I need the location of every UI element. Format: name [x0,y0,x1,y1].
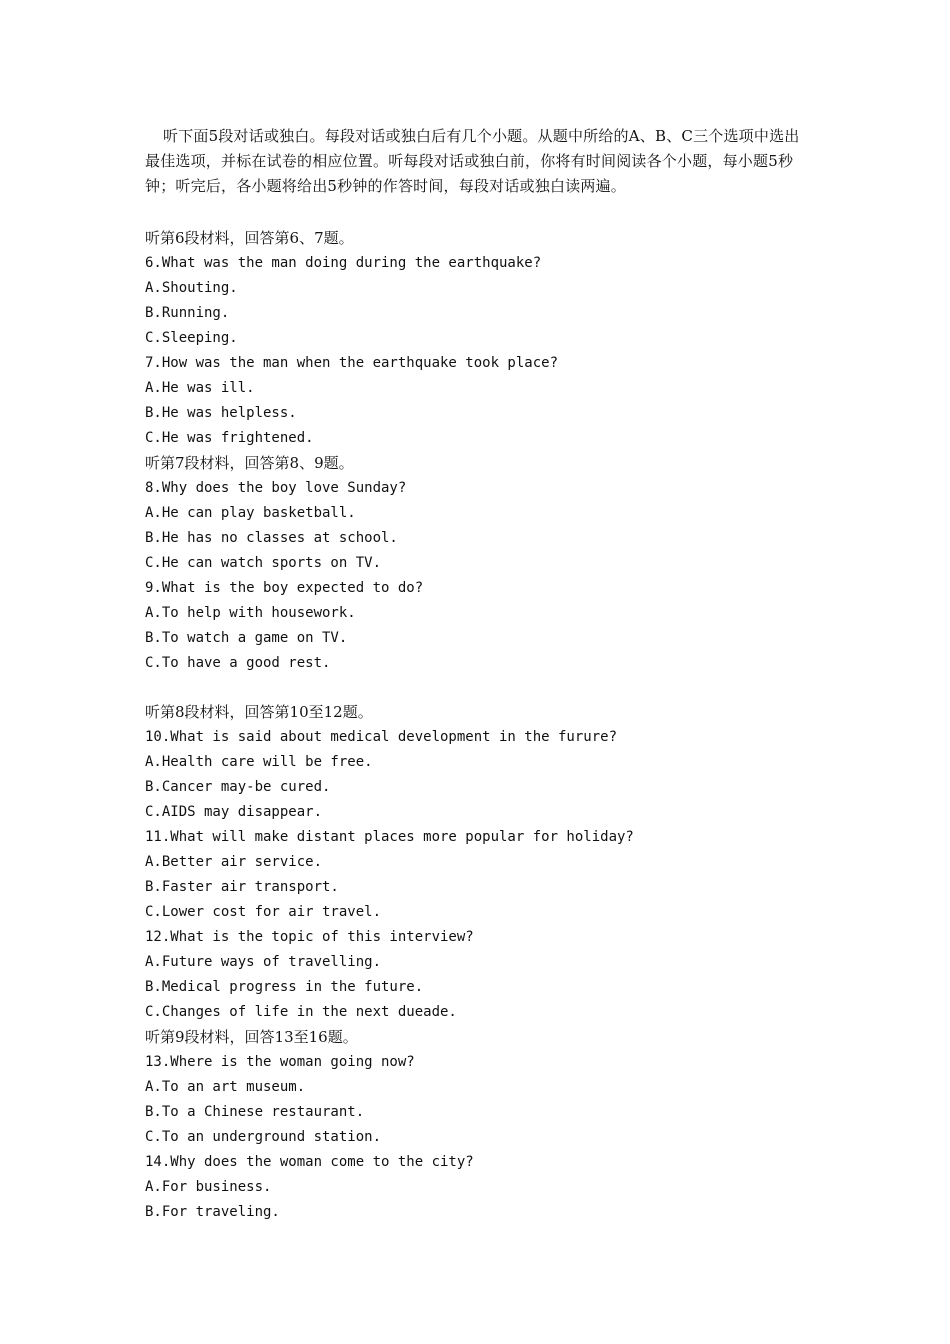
answer-option: C.To have a good rest. [145,655,331,671]
answer-option: C.AIDS may disappear. [145,804,323,820]
answer-option: B.Medical progress in the future. [145,979,424,995]
section-heading: 听第9段材料，回答13至16题。 [145,1028,358,1046]
answer-option: B.He has no classes at school. [145,530,398,546]
instructions-paragraph: 听下面5段对话或独白。每段对话或独白后有几个小题。从题中所给的A、B、C三个选项中选出最佳选项，并标在试卷的相应位置。听每段对话或独白前，你将有时间阅读各个小题，每小题5秒钟；听完后，各小题将给出5秒钟的作答时间，每段对话或独白读两遍。 [145,127,800,195]
question-text: 11.What will make distant places more popular for holiday? [145,829,634,845]
section-heading: 听第7段材料，回答第8、9题。 [145,454,354,472]
answer-option: A.Future ways of travelling. [145,954,382,970]
answer-option: A.Shouting. [145,280,238,296]
section-heading: 听第8段材料，回答第10至12题。 [145,703,373,721]
question-text: 13.Where is the woman going now? [145,1054,415,1070]
question-text: 12.What is the topic of this interview? [145,929,474,945]
answer-option: B.He was helpless. [145,405,297,421]
answer-option: B.To watch a game on TV. [145,630,348,646]
answer-option: C.He was frightened. [145,430,314,446]
answer-option: A.For business. [145,1179,272,1195]
section-spacer [145,676,845,700]
answer-option: C.To an underground station. [145,1129,382,1145]
answer-option: B.To a Chinese restaurant. [145,1104,365,1120]
answer-option: A.Health care will be free. [145,754,373,770]
answer-option: C.Sleeping. [145,330,238,346]
question-text: 6.What was the man doing during the earthquake? [145,255,542,271]
answer-option: B.For traveling. [145,1204,280,1220]
answer-option: A.To help with housework. [145,605,356,621]
question-text: 8.Why does the boy love Sunday? [145,480,407,496]
answer-option: B.Faster air transport. [145,879,339,895]
answer-option: A.Better air service. [145,854,323,870]
question-list [145,226,845,1225]
answer-option: A.He can play basketball. [145,505,356,521]
answer-option: B.Running. [145,305,230,321]
section-heading: 听第6段材料，回答第6、7题。 [145,229,354,247]
answer-option: A.He was ill. [145,380,255,396]
answer-option: C.Changes of life in the next dueade. [145,1004,457,1020]
question-text: 9.What is the boy expected to do? [145,580,424,596]
answer-option: C.He can watch sports on TV. [145,555,382,571]
question-text: 7.How was the man when the earthquake took place? [145,355,559,371]
answer-option: A.To an art museum. [145,1079,306,1095]
question-text: 14.Why does the woman come to the city? [145,1154,474,1170]
question-text: 10.What is said about medical development in the furure? [145,729,618,745]
answer-option: C.Lower cost for air travel. [145,904,382,920]
answer-option: B.Cancer may-be cured. [145,779,331,795]
